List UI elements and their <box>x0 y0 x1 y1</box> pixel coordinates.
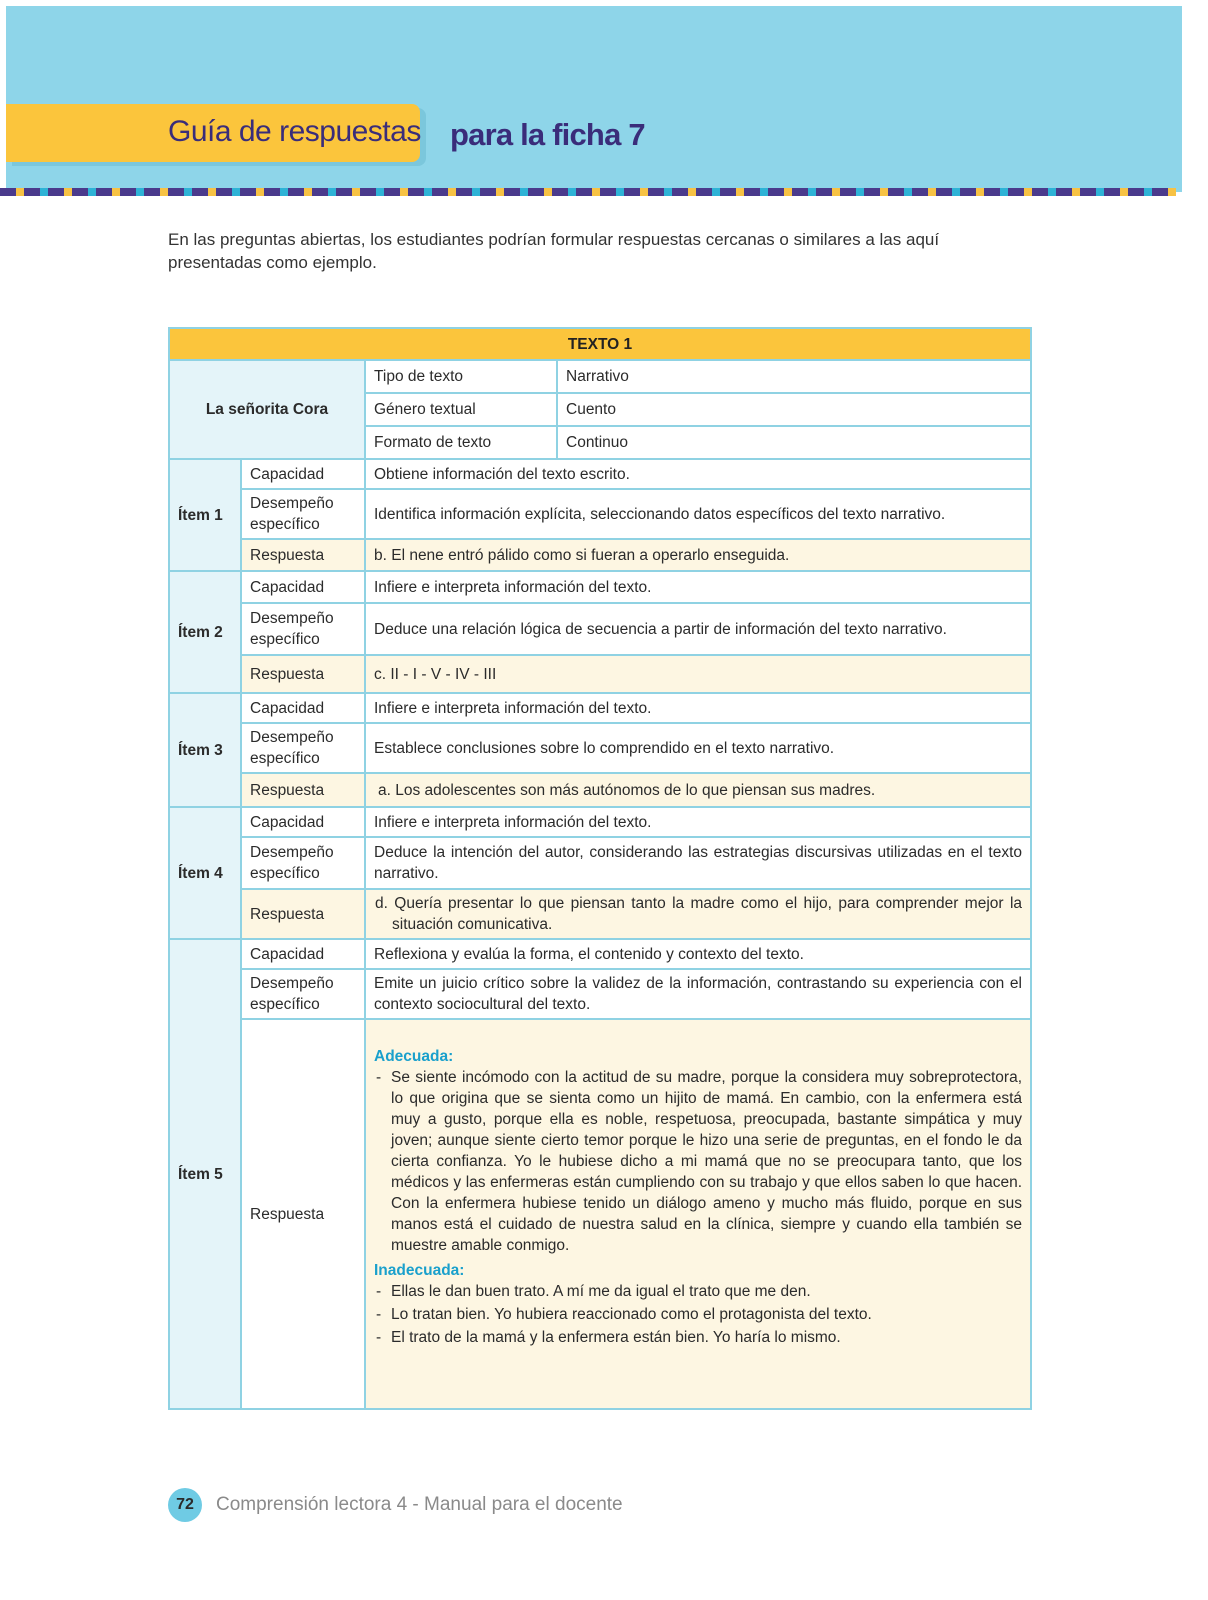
info-value: Narrativo <box>557 360 1031 393</box>
table-heading: TEXTO 1 <box>169 328 1031 360</box>
adecuada-label: Adecuada: <box>374 1048 454 1065</box>
footer-text: Comprensión lectora 4 - Manual para el docente <box>216 1494 623 1515</box>
capacidad-label: Capacidad <box>241 459 365 489</box>
respuesta-label: Respuesta <box>241 1019 365 1409</box>
respuesta-value: c. II - I - V - IV - III <box>365 655 1031 693</box>
page-title: Guía de respuestas <box>168 115 421 148</box>
inadecuada-label: Inadecuada: <box>374 1262 465 1279</box>
respuesta-label: Respuesta <box>241 889 365 939</box>
capacidad-label: Capacidad <box>241 693 365 723</box>
respuesta-label: Respuesta <box>241 773 365 807</box>
info-label: Tipo de texto <box>365 360 557 393</box>
desempeno-label: Desempeño específico <box>241 603 365 655</box>
desempeno-label: Desempeño específico <box>241 837 365 889</box>
item-label: Ítem 3 <box>169 693 241 807</box>
list-item: - Se siente incómodo con la actitud de su madre, porque la considera muy sobreprotectora, lo que origina que se sienta como un hijito de mamá. En cambio, con la enfermera está muy a gusto, porque ella es noble, respetuosa, preocupada, bastante simpática y muy joven; aunque siente cierto temor porque le hizo una serie de preguntas, en el fondo le da cierta confianza. Yo le hubiese dicho a mi mamá que no se preocupara tanto, que los médicos y las enfermeras están cumpliendo con su trabajo y que ellos saben lo que hacen. Con la enfermera hubiese tenido un diálogo ameno y mucho más fluido, porque en sus manos está el cuidado de nuestra salud en la clínica, siempre y cuando ella también se muestre amable conmigo. <box>374 1067 1022 1256</box>
inadecuada-list <box>374 1281 1022 1348</box>
info-value: Continuo <box>557 426 1031 459</box>
capacidad-value: Obtiene información del texto escrito. <box>365 459 1031 489</box>
list-item: - El trato de la mamá y la enfermera están bien. Yo haría lo mismo. <box>374 1327 1022 1348</box>
desempeno-value: Deduce la intención del autor, considerando las estrategias discursivas utilizadas en el texto narrativo. <box>365 837 1031 889</box>
respuesta-value: b. El nene entró pálido como si fueran a operarlo enseguida. <box>365 539 1031 571</box>
respuesta-block <box>365 1019 1031 1409</box>
desempeno-label: Desempeño específico <box>241 489 365 539</box>
capacidad-value: Infiere e interpreta información del texto. <box>365 807 1031 837</box>
desempeno-label: Desempeño específico <box>241 723 365 773</box>
page-number: 72 <box>168 1488 202 1522</box>
capacidad-value: Infiere e interpreta información del texto. <box>365 571 1031 603</box>
item-label: Ítem 4 <box>169 807 241 939</box>
dashed-divider <box>0 188 1176 196</box>
respuesta-label: Respuesta <box>241 655 365 693</box>
adecuada-list <box>374 1067 1022 1256</box>
capacidad-label: Capacidad <box>241 571 365 603</box>
header-banner <box>6 6 1182 192</box>
item-label: Ítem 2 <box>169 571 241 693</box>
capacidad-label: Capacidad <box>241 807 365 837</box>
desempeno-value: Deduce una relación lógica de secuencia a partir de información del texto narrativo. <box>365 603 1031 655</box>
text-title: La señorita Cora <box>169 360 365 459</box>
item-label: Ítem 5 <box>169 939 241 1409</box>
desempeno-value: Emite un juicio crítico sobre la validez de la información, contrastando su experiencia con el contexto sociocultural del texto. <box>365 969 1031 1019</box>
info-label: Formato de texto <box>365 426 557 459</box>
respuesta-value: a. Los adolescentes son más autónomos de lo que piensan sus madres. <box>365 773 1031 807</box>
item-label: Ítem 1 <box>169 459 241 571</box>
capacidad-value: Reflexiona y evalúa la forma, el contenido y contexto del texto. <box>365 939 1031 969</box>
intro-text: En las preguntas abiertas, los estudiantes podrían formular respuestas cercanas o similares a las aquí presentadas como ejemplo. <box>168 230 940 272</box>
answers-table <box>168 327 1032 1410</box>
desempeno-value: Identifica información explícita, seleccionando datos específicos del texto narrativo. <box>365 489 1031 539</box>
desempeno-label: Desempeño específico <box>241 969 365 1019</box>
info-label: Género textual <box>365 393 557 426</box>
respuesta-value: d. Quería presentar lo que piensan tanto la madre como el hijo, para comprender mejor la situación comunicativa. <box>365 889 1031 939</box>
capacidad-label: Capacidad <box>241 939 365 969</box>
list-item: - Ellas le dan buen trato. A mí me da igual el trato que me den. <box>374 1281 1022 1302</box>
capacidad-value: Infiere e interpreta información del texto. <box>365 693 1031 723</box>
page-subtitle: para la ficha 7 <box>450 117 645 152</box>
list-item: - Lo tratan bien. Yo hubiera reaccionado como el protagonista del texto. <box>374 1304 1022 1325</box>
desempeno-value: Establece conclusiones sobre lo comprendido en el texto narrativo. <box>365 723 1031 773</box>
respuesta-label: Respuesta <box>241 539 365 571</box>
info-value: Cuento <box>557 393 1031 426</box>
